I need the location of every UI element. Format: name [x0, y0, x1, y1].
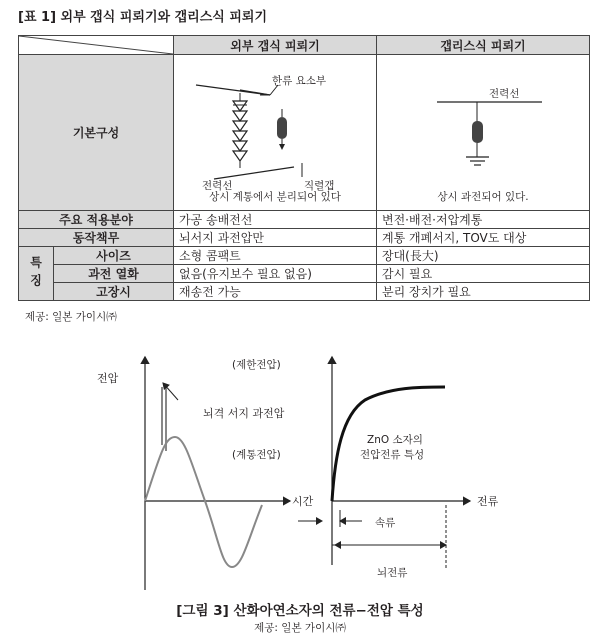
gap-type-caption: 상시 계통에서 분리되어 있다	[209, 191, 341, 203]
thermal-gap: 없음(유지보수 필요 없음)	[174, 265, 377, 283]
gapless-type-caption: 상시 과전되어 있다.	[437, 191, 529, 203]
zno-label-1: ZnO 소자의	[367, 434, 423, 446]
figure-source: 제공: 일본 가이시㈜	[254, 622, 346, 634]
voltage-axis-label: 전압	[97, 372, 119, 385]
thermal-gapless: 감시 필요	[377, 265, 590, 283]
application-gap: 가공 송배전선	[174, 211, 377, 229]
current-axis-label: 전류	[477, 495, 499, 508]
row-label-thermal: 과전 열화	[54, 265, 174, 283]
table-title: [표 1] 외부 갭식 피뢰기와 갭리스식 피뢰기	[18, 10, 268, 25]
corner-header-cell	[19, 36, 174, 55]
duty-gap: 뇌서지 과전압만	[174, 229, 377, 247]
figure-title: [그림 3] 산화아연소자의 전류−전압 특성	[176, 603, 424, 619]
lightning-current-label: 뇌전류	[377, 567, 408, 579]
zno-label-2: 전압전류 특성	[360, 449, 425, 461]
surge-label: 뇌격 서지 과전압	[203, 407, 285, 420]
failure-gapless: 분리 장치가 필요	[377, 283, 590, 301]
power-line-label-gapless: 전력선	[489, 88, 520, 100]
system-voltage-label: (계통전압)	[232, 449, 281, 461]
gapless-arrester-diagram	[377, 55, 589, 210]
power-line-label-gap: 전력선	[202, 180, 233, 192]
follow-current-label: 속류	[375, 517, 396, 529]
size-gap: 소형 콤팩트	[174, 247, 377, 265]
failure-gap: 재송전 가능	[174, 283, 377, 301]
row-label-failure: 고장시	[54, 283, 174, 301]
table-source: 제공: 일본 가이시㈜	[25, 311, 117, 323]
size-gapless: 장대(長大)	[377, 247, 590, 265]
iv-characteristic-figure	[0, 345, 600, 595]
gap-type-diagram-cell	[174, 55, 377, 211]
current-limit-label: 한류 요소부	[272, 75, 327, 87]
limit-voltage-label: (제한전압)	[232, 359, 281, 371]
gapless-type-diagram-cell	[377, 55, 590, 211]
time-axis-label: 시간	[292, 495, 314, 508]
row-label-duty: 동작책무	[19, 229, 174, 247]
row-label-application: 주요 적용분야	[19, 211, 174, 229]
duty-gapless: 계통 개폐서지, TOV도 대상	[377, 229, 590, 247]
comparison-table	[18, 35, 590, 301]
header-gapless-type: 갭리스식 피뢰기	[377, 36, 590, 55]
row-label-size: 사이즈	[54, 247, 174, 265]
feature-group-label: 특징	[19, 247, 54, 301]
series-gap-label: 직렬갭	[304, 180, 335, 192]
basic-config-label: 기본구성	[19, 55, 174, 211]
header-gap-type: 외부 갭식 피뢰기	[174, 36, 377, 55]
application-gapless: 변전·배전·저압계통	[377, 211, 590, 229]
